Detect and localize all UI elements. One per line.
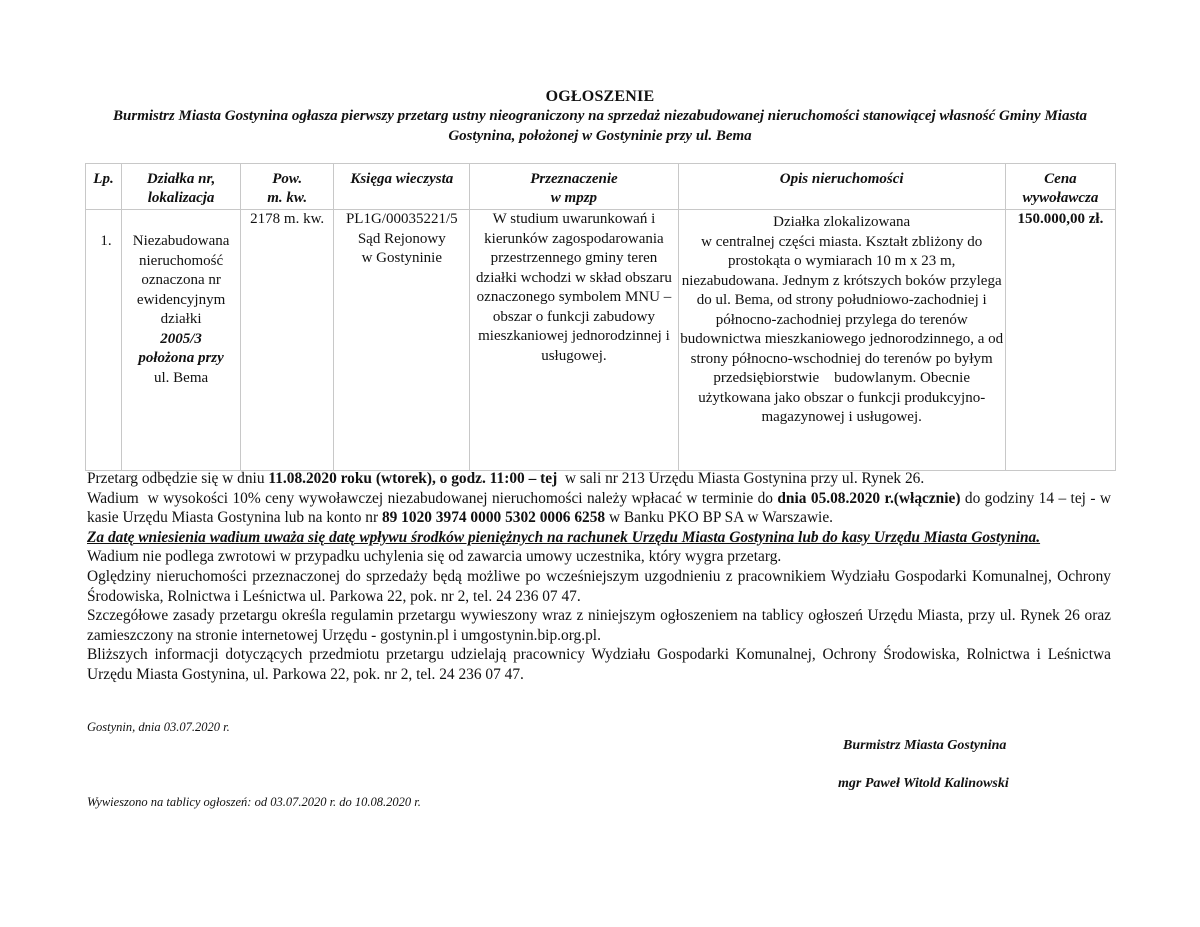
header-dzialka-line1: Działka nr, (146, 171, 216, 187)
cell-powierzchnia: 2178 m. kw. (241, 210, 334, 471)
auction-datetime: 11.08.2020 roku (wtorek), o godz. 11:00 – tej (268, 470, 558, 487)
header-przeznaczenie (470, 164, 678, 210)
ksiega-court-place: w Gostyninie (361, 250, 442, 266)
signer-title: Burmistrz Miasta Gostynina (843, 738, 1007, 753)
opis-first-line: Działka zlokalizowana (773, 214, 911, 230)
header-pow-line1: Pow. (272, 171, 303, 187)
paragraph-deposit (87, 489, 1111, 528)
text: do godziny 14 – tej - w kasie Urzędu Miasta Gostynina lub na konto nr (87, 489, 1111, 527)
header-opis (678, 164, 1005, 210)
dzialka-location-label: położona przy (138, 350, 224, 366)
cell-cena: 150.000,00 zł. (1005, 210, 1115, 471)
header-ksiega (334, 164, 470, 210)
dzialka-street: ul. Bema (154, 369, 209, 386)
header-cena-line2: wywoławcza (1022, 190, 1099, 206)
paragraph-auction-date (87, 469, 1111, 489)
cell-lp: 1. (86, 210, 122, 471)
signer-name: mgr Paweł Witold Kalinowski (838, 776, 1009, 791)
table-row (86, 210, 1116, 471)
announcement-body (87, 469, 1111, 685)
table-header-row (86, 164, 1116, 210)
text: Wadium w wysokości 10% ceny wywoławczej niezabudowanej nieruchomości należy wpłacać w terminie do (87, 489, 778, 507)
posting-period: Wywieszono na tablicy ogłoszeń: od 03.07.2020 r. do 10.08.2020 r. (87, 795, 421, 809)
ksiega-number: PL1G/00035221/5 (345, 211, 458, 227)
header-pow-line2: m. kw. (267, 190, 308, 206)
cell-dzialka (122, 210, 241, 471)
place-date: Gostynin, dnia 03.07.2020 r. (87, 720, 230, 734)
header-powierzchnia (241, 164, 334, 210)
ksiega-court: Sąd Rejonowy (357, 230, 446, 247)
paragraph-contact: Bliższych informacji dotyczących przedmiotu przetargu udzielają pracownicy Wydziału Gospodarki Komunalnej, Ochrony Środowiska, Rolnictwa i Leśnictwa Urzędu Miasta Gostynina, ul. Parkowa 22, pok. nr 2, tel. 24 236 07 47. (87, 646, 1111, 683)
deposit-deadline: dnia 05.08.2020 r.(włącznie) (777, 489, 961, 507)
cell-opis (678, 210, 1005, 471)
document-title: OGŁOSZENIE (545, 88, 655, 105)
paragraph-inspection: Oględziny nieruchomości przeznaczonej do sprzedaży będą możliwe po wcześniejszym uzgodnieniu z pracownikiem Wydziału Gospodarki Komunalnej, Ochrony Środowiska, Rolnictwa i Leśnictwa ul. Parkowa 22, pok. nr 2, tel. 24 236 07 47. (87, 567, 1111, 605)
text: Przetarg odbędzie się w dniu (87, 470, 269, 487)
dzialka-number: 2005/3 (160, 330, 202, 347)
cell-ksiega (334, 210, 470, 471)
header-ksiega-label: Księga wieczysta (350, 171, 454, 187)
header-opis-label: Opis nieruchomości (779, 171, 904, 187)
header-cena-line1: Cena (1044, 171, 1077, 187)
bank-account-number: 89 1020 3974 0000 5302 0006 6258 (381, 509, 606, 527)
header-przeznaczenie-line2: w mpzp (550, 190, 598, 206)
header-lp (86, 164, 122, 210)
header-cena (1005, 164, 1115, 210)
paragraph-rules: Szczegółowe zasady przetargu określa regulamin przetargu wywieszony wraz z niniejszym ogłoszeniem na tablicy ogłoszeń Urzędu Miasta, przy ul. Rynek 26 oraz zamieszczony na stronie internetowej Urzędu - gostynin.pl i umgostynin.bip.org.pl. (87, 607, 1111, 644)
header-przeznaczenie-line1: Przeznaczenie (530, 171, 618, 187)
header-lp-label: Lp. (93, 171, 114, 187)
paragraph-deposit-date-note (87, 528, 1111, 548)
deposit-date-note: Za datę wniesienia wadium uważa się datę wpływu środków pieniężnych na rachunek Urzędu Miasta Gostynina lub do kasy Urzędu Miasta Gostynina. (87, 528, 1041, 546)
dzialka-description: Niezabudowana nieruchomość oznaczona nr ewidencyjnym działki (132, 233, 230, 327)
document-subtitle: Burmistrz Miasta Gostynina ogłasza pierwszy przetarg ustny nieograniczony na sprzedaż niezabudowanej nieruchomości stanowiącej własność Gminy Miasta Gostynina, położonej w Gostyninie przy ul. Bema (113, 108, 1087, 144)
header-dzialka-line2: lokalizacja (147, 190, 215, 206)
header-dzialka (122, 164, 241, 210)
property-table (85, 163, 1116, 471)
opis-text: w centralnej części miasta. Kształt zbliżony do prostokąta o wymiarach 10 m x 23 m, niezabudowana. Jednym z krótszych boków przylega do ul. Bema, od strony południowo-zachodniej i północno-zachodniej przylega do terenów budownictwa mieszkaniowego jednorodzinnego, a od strony północno-wschodniej do terenów po byłym przedsiębiorstwie budowlanym. Obecnie użytkowana jako obszar o funkcji produkcyjno-magazynowej i usługowej. (680, 233, 1007, 425)
text: w sali nr 213 Urzędu Miasta Gostynina przy ul. Rynek 26. (557, 470, 925, 487)
paragraph-deposit-refund: Wadium nie podlega zwrotowi w przypadku uchylenia się od zawarcia umowy uczestnika, który wygra przetarg. (87, 548, 782, 566)
cell-przeznaczenie: W studium uwarunkowań i kierunków zagospodarowania przestrzennego gminy teren działki wchodzi w skład obszaru oznaczonego symbolem MNU – obszar o funkcji zabudowy mieszkaniowej jednorodzinnej i usługowej. (470, 210, 678, 471)
text: w Banku PKO BP SA w Warszawie. (605, 509, 834, 527)
